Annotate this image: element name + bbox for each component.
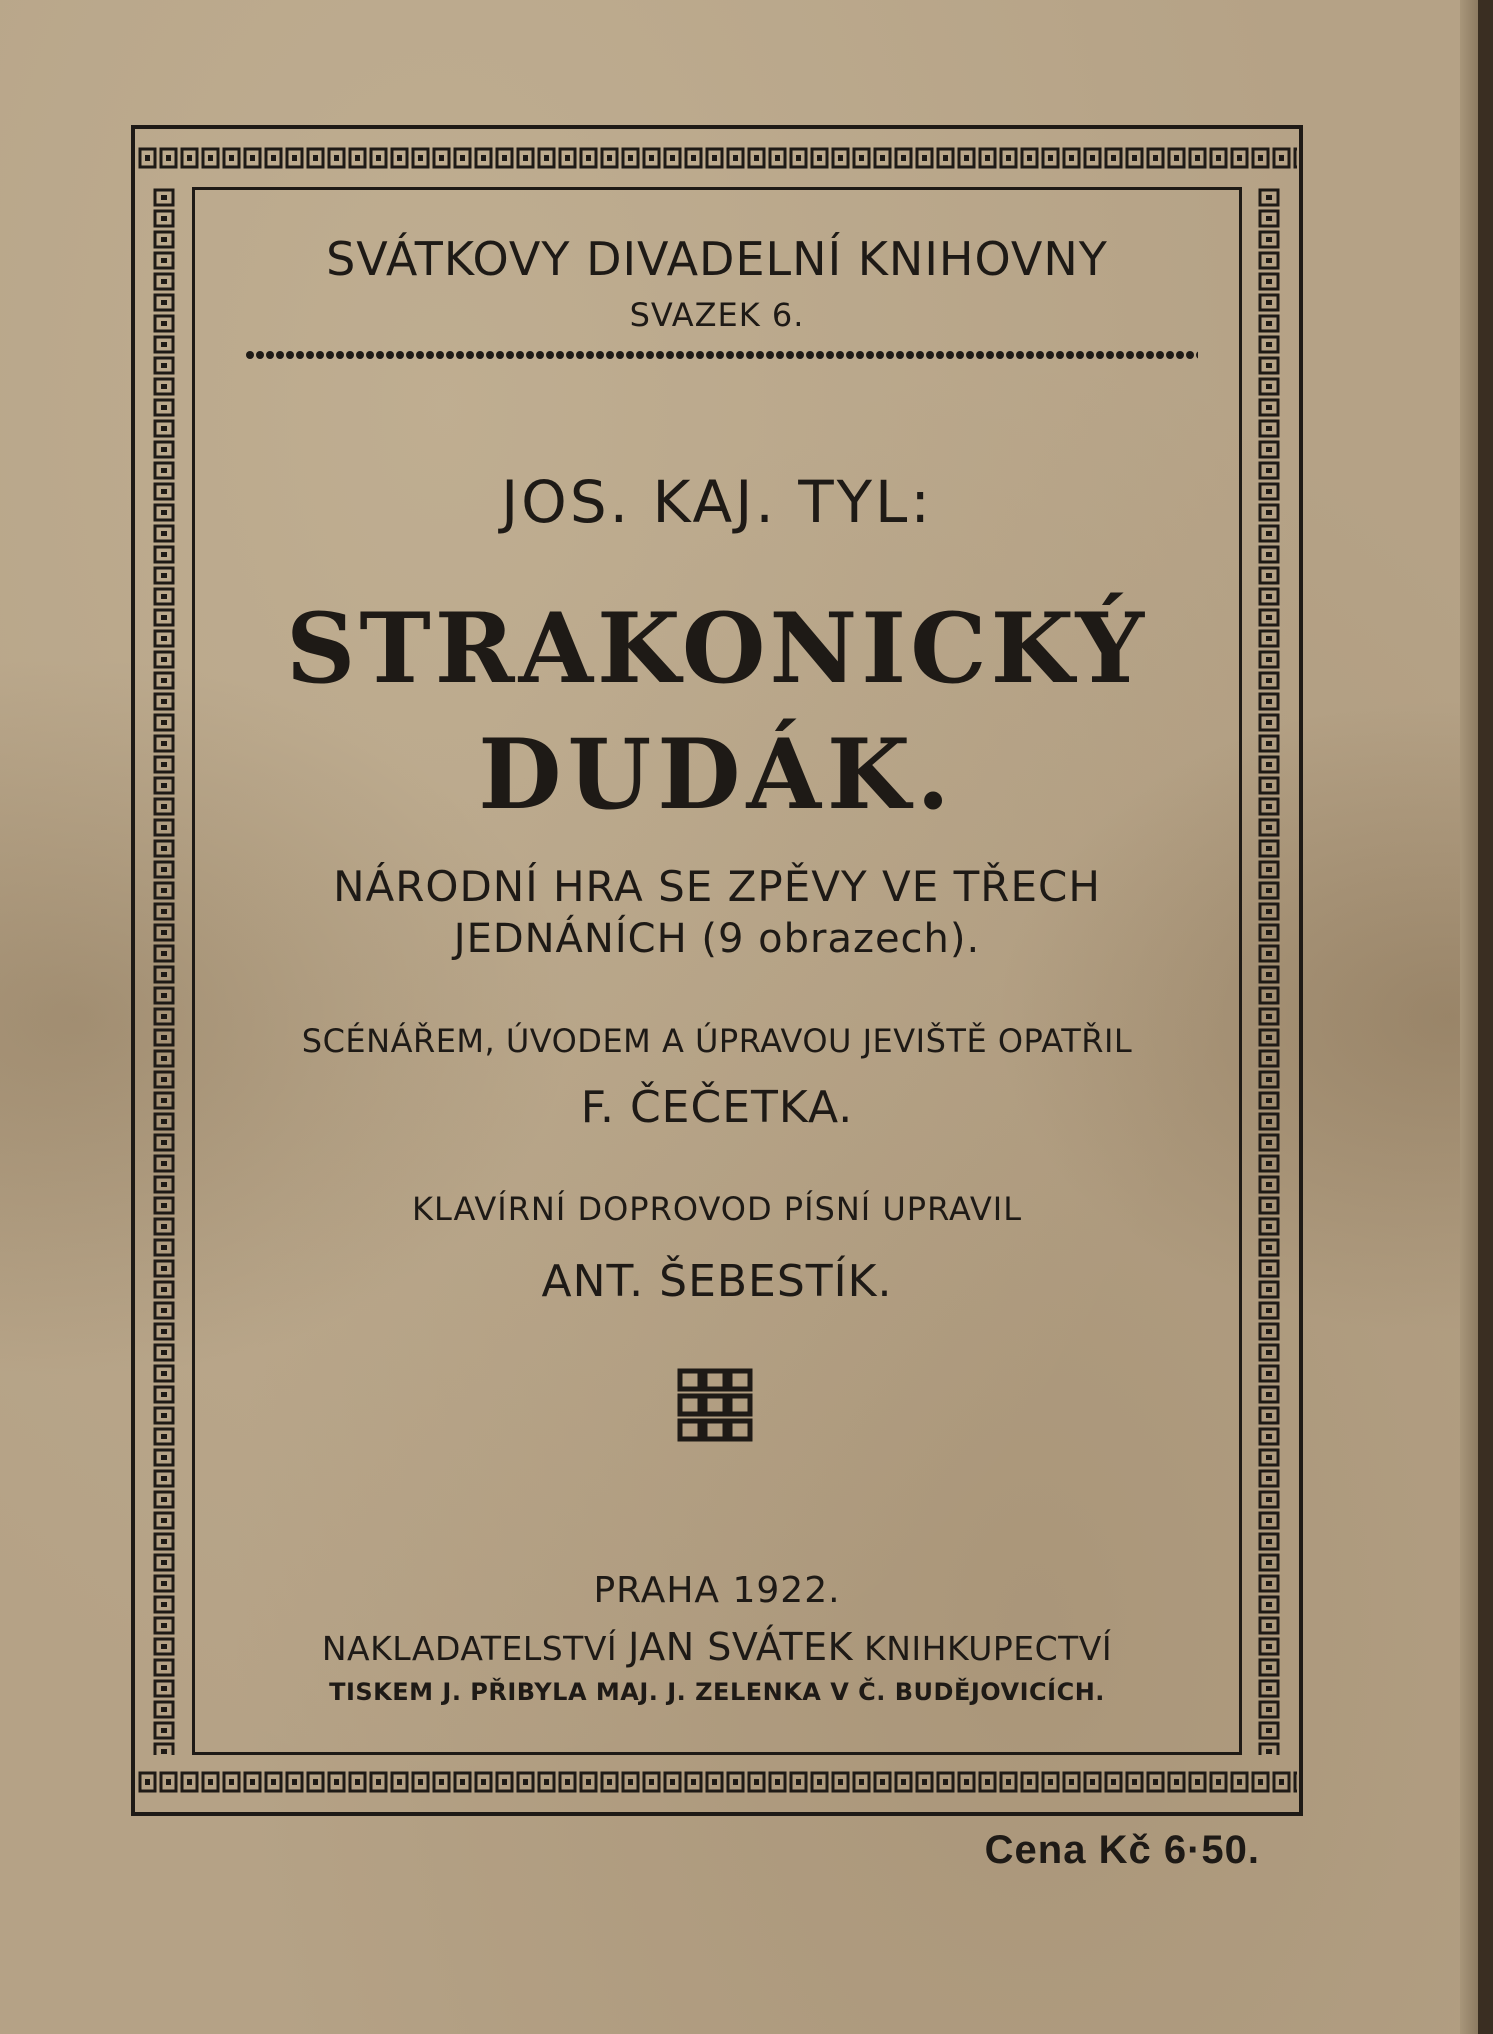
series-title: SVÁTKOVY DIVADELNÍ KNIHOVNY — [326, 232, 1108, 286]
subtitle-line1: NÁRODNÍ HRA SE ZPĚVY VE TŘECH — [333, 862, 1101, 911]
printer-line: TISKEM J. PŘIBYLA MAJ. J. ZELENKA V Č. BUDĚJOVICÍCH. — [329, 1678, 1105, 1706]
publisher-name: JAN SVÁTEK — [628, 1625, 854, 1669]
publisher-prefix: NAKLADATELSTVÍ — [321, 1629, 618, 1668]
book-title-line1: STRAKONICKÝ — [286, 592, 1148, 705]
series-volume: SVAZEK 6. — [629, 296, 805, 334]
price-label: Cena Kč 6·50. — [984, 1828, 1260, 1872]
arranger-name: ANT. ŠEBESTÍK. — [541, 1256, 893, 1307]
scenario-note: SCÉNÁŘEM, ÚVODEM A ÚPRAVOU JEVIŠTĚ OPATŘIL — [301, 1022, 1133, 1060]
subtitle-line2: JEDNÁNÍCH (9 obrazech). — [453, 916, 981, 962]
piano-note: KLAVÍRNÍ DOPROVOD PÍSNÍ UPRAVIL — [411, 1190, 1023, 1228]
square-knot-ornament-icon — [677, 1368, 753, 1442]
publisher-suffix: KNIHKUPECTVÍ — [864, 1629, 1113, 1668]
book-title-line2: DUDÁK. — [478, 718, 956, 831]
editor-name: F. ČEČETKA. — [580, 1082, 854, 1133]
page-edge — [1460, 0, 1478, 2034]
place-year: PRAHA 1922. — [593, 1570, 841, 1611]
publisher-line — [192, 1625, 1242, 1669]
author-name: JOS. KAJ. TYL: — [501, 468, 933, 536]
inner-frame — [192, 187, 1242, 1755]
dotted-rule-icon — [245, 349, 1198, 361]
